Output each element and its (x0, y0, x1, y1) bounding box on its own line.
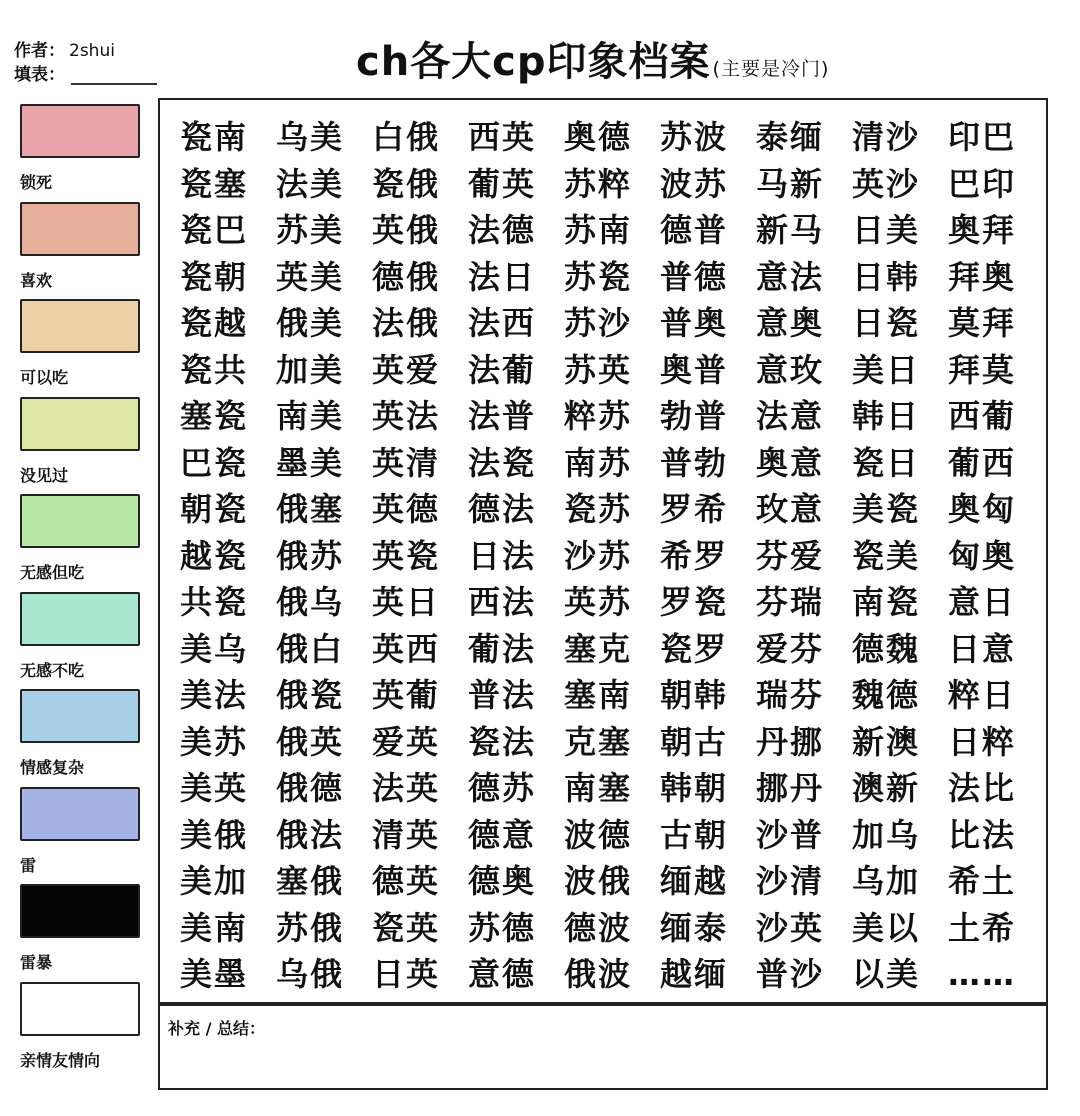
cp-cell[interactable]: 法俄 (372, 304, 441, 342)
cp-cell[interactable]: 比法 (948, 815, 1017, 854)
cp-cell[interactable]: 德波 (564, 908, 633, 947)
cp-cell[interactable]: 塞南 (564, 676, 633, 714)
cp-cell[interactable]: 意法 (756, 257, 825, 296)
cp-cell[interactable]: 越瓷 (180, 536, 249, 575)
cp-cell[interactable]: 法意 (756, 397, 825, 435)
legend-label: 雷暴 (20, 953, 53, 972)
cp-cell[interactable]: 古朝 (660, 815, 729, 854)
legend-label: 可以吃 (20, 368, 69, 387)
cp-cell[interactable]: 巴印 (948, 164, 1017, 203)
cp-cell[interactable]: 瓷巴 (180, 211, 249, 249)
cp-cell[interactable]: 苏南 (564, 211, 633, 249)
cp-cell[interactable]: 俄波 (564, 955, 633, 993)
cp-cell[interactable]: 苏波 (660, 118, 729, 156)
legend-label: 没见过 (20, 465, 69, 485)
cp-cell[interactable]: 瑞芬 (756, 676, 825, 714)
cp-cell[interactable]: 苏粹 (564, 164, 633, 203)
cp-cell[interactable]: 瓷罗 (660, 629, 729, 668)
cp-cell[interactable]: 法瓷 (468, 443, 537, 482)
cp-cell[interactable]: 俄塞 (276, 490, 345, 528)
legend-swatch (20, 104, 140, 158)
cp-cell[interactable]: 美苏 (180, 722, 249, 761)
cp-cell[interactable]: 清沙 (852, 118, 921, 156)
cp-grid (180, 114, 1044, 998)
cp-cell[interactable]: 南苏 (564, 443, 633, 482)
cp-cell[interactable]: 共瓷 (180, 583, 249, 621)
cp-cell[interactable]: 西葡 (948, 397, 1017, 435)
cp-cell[interactable]: 西法 (468, 583, 537, 621)
cp-cell[interactable]: 加乌 (852, 815, 921, 854)
cp-cell[interactable]: 缅越 (660, 862, 729, 900)
cp-cell[interactable]: 塞俄 (276, 862, 345, 900)
summary-label: 补充 / 总结： (168, 1019, 265, 1038)
cp-cell[interactable]: 以美 (852, 955, 921, 993)
cp-cell[interactable]: 克塞 (564, 722, 633, 761)
cp-cell[interactable]: 泰缅 (756, 118, 825, 156)
cp-cell[interactable]: 美俄 (180, 815, 249, 854)
cp-cell[interactable]: 乌加 (852, 862, 921, 900)
cp-cell[interactable]: 南美 (276, 397, 345, 435)
cp-cell[interactable]: 英瓷 (372, 536, 441, 575)
cp-cell[interactable]: 沙清 (756, 862, 825, 900)
cp-cell[interactable]: 沙普 (756, 815, 825, 854)
cp-cell[interactable]: 普奥 (660, 304, 729, 342)
cp-cell[interactable]: 缅泰 (660, 908, 729, 947)
cp-cell[interactable]: 美以 (852, 908, 921, 947)
filler-line (14, 60, 157, 85)
cp-cell[interactable]: 德奥 (468, 862, 537, 900)
cp-cell[interactable]: 印巴 (948, 118, 1017, 156)
cp-cell[interactable]: 奥普 (660, 350, 729, 389)
cp-cell[interactable]: 拜奥 (948, 257, 1017, 296)
cp-cell[interactable]: 南塞 (564, 769, 633, 807)
cp-cell[interactable]: 乌俄 (276, 955, 345, 993)
cp-cell[interactable]: 波德 (564, 815, 633, 854)
cp-cell[interactable]: 波苏 (660, 164, 729, 203)
cp-cell[interactable]: 沙苏 (564, 536, 633, 575)
page-title (356, 30, 829, 87)
cp-cell[interactable]: 拜莫 (948, 350, 1017, 389)
cp-cell[interactable]: 日美 (852, 211, 921, 249)
cp-cell[interactable]: 日粹 (948, 722, 1017, 761)
author-line (14, 36, 115, 61)
cp-cell[interactable]: 日韩 (852, 257, 921, 296)
cp-cell[interactable]: 美英 (180, 769, 249, 807)
cp-cell[interactable]: 苏英 (564, 350, 633, 389)
cp-cell[interactable]: 英法 (372, 397, 441, 435)
cp-cell[interactable]: 粹日 (948, 676, 1017, 714)
cp-cell[interactable]: 意奥 (756, 304, 825, 342)
cp-cell[interactable]: 英德 (372, 490, 441, 528)
legend-label: 无感不吃 (20, 660, 85, 680)
cp-cell[interactable]: 俄美 (276, 304, 345, 342)
cp-cell[interactable]: 芬瑞 (756, 583, 825, 621)
cp-cell[interactable]: 澳新 (852, 769, 921, 807)
cp-cell[interactable]: 魏德 (852, 676, 921, 714)
cp-cell[interactable]: 苏德 (468, 908, 537, 947)
cp-cell[interactable]: 英清 (372, 443, 441, 482)
cp-cell[interactable]: 乌美 (276, 118, 345, 156)
cp-cell[interactable]: 法英 (372, 769, 441, 807)
cp-cell[interactable]: 加美 (276, 350, 345, 389)
cp-cell[interactable]: 英西 (372, 629, 441, 668)
cp-cell[interactable]: 葡法 (468, 629, 537, 668)
cp-cell[interactable]: 法普 (468, 397, 537, 435)
cp-cell[interactable]: 俄英 (276, 722, 345, 761)
legend-swatch (20, 592, 140, 646)
cp-cell[interactable]: 美南 (180, 908, 249, 947)
cp-grid-panel (158, 98, 1048, 1006)
cp-cell[interactable]: 丹挪 (756, 722, 825, 761)
legend-swatch (20, 787, 140, 841)
cp-cell[interactable]: 俄乌 (276, 583, 345, 621)
cp-cell[interactable]: 瓷法 (468, 722, 537, 761)
cp-cell[interactable]: 越缅 (660, 955, 729, 993)
cp-cell[interactable]: 瓷俄 (372, 164, 441, 203)
cp-cell[interactable]: 德俄 (372, 257, 441, 296)
legend-swatch (20, 397, 140, 451)
legend-swatch (20, 494, 140, 548)
cp-cell[interactable]: 奥意 (756, 443, 825, 482)
cp-cell[interactable]: 英爱 (372, 350, 441, 389)
cp-cell[interactable]: 法日 (468, 257, 537, 296)
cp-cell[interactable]: 朝韩 (660, 676, 729, 714)
cp-cell[interactable]: 清英 (372, 815, 441, 854)
legend-label: 亲情友情向 (20, 1050, 101, 1070)
cp-cell[interactable]: 墨美 (276, 443, 345, 482)
cp-cell[interactable]: 瓷共 (180, 350, 249, 389)
cp-cell[interactable]: 法葡 (468, 350, 537, 389)
cp-cell[interactable]: 奥匈 (948, 490, 1017, 528)
cp-cell[interactable]: 美墨 (180, 955, 249, 993)
cp-cell[interactable]: 挪丹 (756, 769, 825, 807)
cp-cell[interactable]: 德魏 (852, 629, 921, 668)
cp-cell[interactable]: 葡英 (468, 164, 537, 203)
cp-cell[interactable]: 法美 (276, 164, 345, 203)
cp-cell[interactable]: 英日 (372, 583, 441, 621)
legend-label: 无感但吃 (20, 563, 85, 582)
cp-cell[interactable]: 苏瓷 (564, 257, 633, 296)
legend-label: 锁死 (20, 173, 53, 192)
author-label: 作者： (14, 41, 65, 61)
cp-cell[interactable]: 瓷日 (852, 443, 921, 482)
cp-cell[interactable]: 葡西 (948, 443, 1017, 482)
cp-cell[interactable]: 奥拜 (948, 211, 1017, 249)
cp-cell[interactable]: 韩日 (852, 397, 921, 435)
cp-cell[interactable]: 英沙 (852, 164, 921, 203)
cp-cell[interactable]: 德法 (468, 490, 537, 528)
filler-blank[interactable] (71, 69, 157, 85)
cp-cell[interactable]: 意德 (468, 955, 537, 993)
cp-cell[interactable]: 英苏 (564, 583, 633, 621)
cp-cell[interactable]: 巴瓷 (180, 443, 249, 482)
legend-label: 情感复杂 (20, 758, 85, 777)
cp-cell[interactable]: 粹苏 (564, 397, 633, 435)
cp-cell[interactable]: 苏沙 (564, 304, 633, 342)
cp-cell[interactable]: 南瓷 (852, 583, 921, 621)
cp-cell[interactable]: 塞克 (564, 629, 633, 668)
cp-cell[interactable]: 俄瓷 (276, 676, 345, 714)
cp-cell[interactable]: 白俄 (372, 118, 441, 156)
cp-cell[interactable]: 勃普 (660, 397, 729, 435)
cp-cell[interactable]: 意日 (948, 583, 1017, 621)
cp-cell[interactable]: 瓷苏 (564, 490, 633, 528)
cp-cell[interactable]: 波俄 (564, 862, 633, 900)
legend-swatch (20, 299, 140, 353)
cp-cell[interactable]: 新澳 (852, 722, 921, 761)
cp-cell[interactable]: 英葡 (372, 676, 441, 714)
cp-cell[interactable]: 美日 (852, 350, 921, 389)
cp-cell[interactable]: 瓷朝 (180, 257, 249, 296)
cp-cell[interactable]: 瓷美 (852, 536, 921, 575)
cp-cell[interactable]: 日英 (372, 955, 441, 993)
cp-cell[interactable]: 芬爱 (756, 536, 825, 575)
cp-cell[interactable]: 俄法 (276, 815, 345, 854)
title-text: ch各大cp印象档案 (356, 39, 711, 85)
cp-cell[interactable]: 苏美 (276, 211, 345, 249)
cp-cell[interactable]: 普勃 (660, 443, 729, 482)
legend-swatch (20, 884, 140, 938)
cp-cell[interactable]: 朝古 (660, 722, 729, 761)
filler-label: 填表： (14, 65, 65, 85)
cp-cell[interactable]: 罗希 (660, 490, 729, 528)
legend-label: 喜欢 (20, 270, 53, 290)
cp-cell[interactable]: 苏俄 (276, 908, 345, 947)
cp-cell[interactable]: 日法 (468, 536, 537, 575)
cp-cell[interactable]: 法比 (948, 769, 1017, 807)
cp-cell[interactable]: 法德 (468, 211, 537, 249)
cp-cell[interactable]: 法西 (468, 304, 537, 342)
legend-label: 雷 (20, 855, 37, 875)
cp-cell[interactable]: 美瓷 (852, 490, 921, 528)
cp-cell[interactable]: 爱芬 (756, 629, 825, 668)
cp-cell[interactable]: 沙英 (756, 908, 825, 947)
summary-box[interactable] (158, 1002, 1048, 1090)
cp-cell[interactable]: 莫拜 (948, 304, 1017, 342)
cp-cell[interactable]: 德英 (372, 862, 441, 900)
cp-cell[interactable]: 德苏 (468, 769, 537, 807)
cp-cell[interactable]: 塞瓷 (180, 397, 249, 435)
cp-cell[interactable]: 朝瓷 (180, 490, 249, 528)
cp-cell[interactable]: 匈奥 (948, 536, 1017, 575)
cp-cell[interactable]: 爱英 (372, 722, 441, 761)
cp-cell[interactable]: 美加 (180, 862, 249, 900)
legend-swatch (20, 982, 140, 1036)
cp-cell[interactable]: 瓷塞 (180, 164, 249, 203)
cp-cell[interactable]: 马新 (756, 164, 825, 203)
cp-cell[interactable]: 普沙 (756, 955, 825, 993)
cp-cell[interactable]: 韩朝 (660, 769, 729, 807)
cp-cell[interactable]: 德普 (660, 211, 729, 249)
legend-swatch (20, 202, 140, 256)
cp-cell[interactable]: 瓷英 (372, 908, 441, 947)
cp-cell[interactable]: 新马 (756, 211, 825, 249)
cp-cell[interactable]: 英美 (276, 257, 345, 296)
cp-cell[interactable]: 俄德 (276, 769, 345, 807)
legend-swatch (20, 689, 140, 743)
cp-cell[interactable]: 美法 (180, 676, 249, 714)
cp-cell[interactable]: 希土 (948, 862, 1017, 900)
cp-cell[interactable]: 奥德 (564, 118, 633, 156)
cp-cell[interactable]: 日瓷 (852, 304, 921, 342)
cp-cell[interactable]: …… (948, 955, 1016, 993)
cp-cell[interactable]: 俄苏 (276, 536, 345, 575)
cp-cell[interactable]: 玫意 (756, 490, 825, 528)
cp-cell[interactable]: 德意 (468, 815, 537, 854)
cp-cell[interactable]: 瓷越 (180, 304, 249, 342)
cp-cell[interactable]: 日意 (948, 629, 1017, 668)
cp-cell[interactable]: 希罗 (660, 536, 729, 575)
cp-cell[interactable]: 西英 (468, 118, 537, 156)
cp-cell[interactable]: 意玫 (756, 350, 825, 389)
cp-cell[interactable]: 土希 (948, 908, 1017, 947)
cp-cell[interactable]: 英俄 (372, 211, 441, 249)
author-name: 2shui (69, 41, 115, 61)
cp-cell[interactable]: 美乌 (180, 629, 249, 668)
cp-cell[interactable]: 俄白 (276, 629, 345, 668)
cp-cell[interactable]: 普德 (660, 257, 729, 296)
page-subtitle: (主要是冷门) (712, 58, 830, 80)
cp-cell[interactable]: 普法 (468, 676, 537, 714)
cp-cell[interactable]: 罗瓷 (660, 583, 729, 621)
cp-cell[interactable]: 瓷南 (180, 118, 249, 156)
